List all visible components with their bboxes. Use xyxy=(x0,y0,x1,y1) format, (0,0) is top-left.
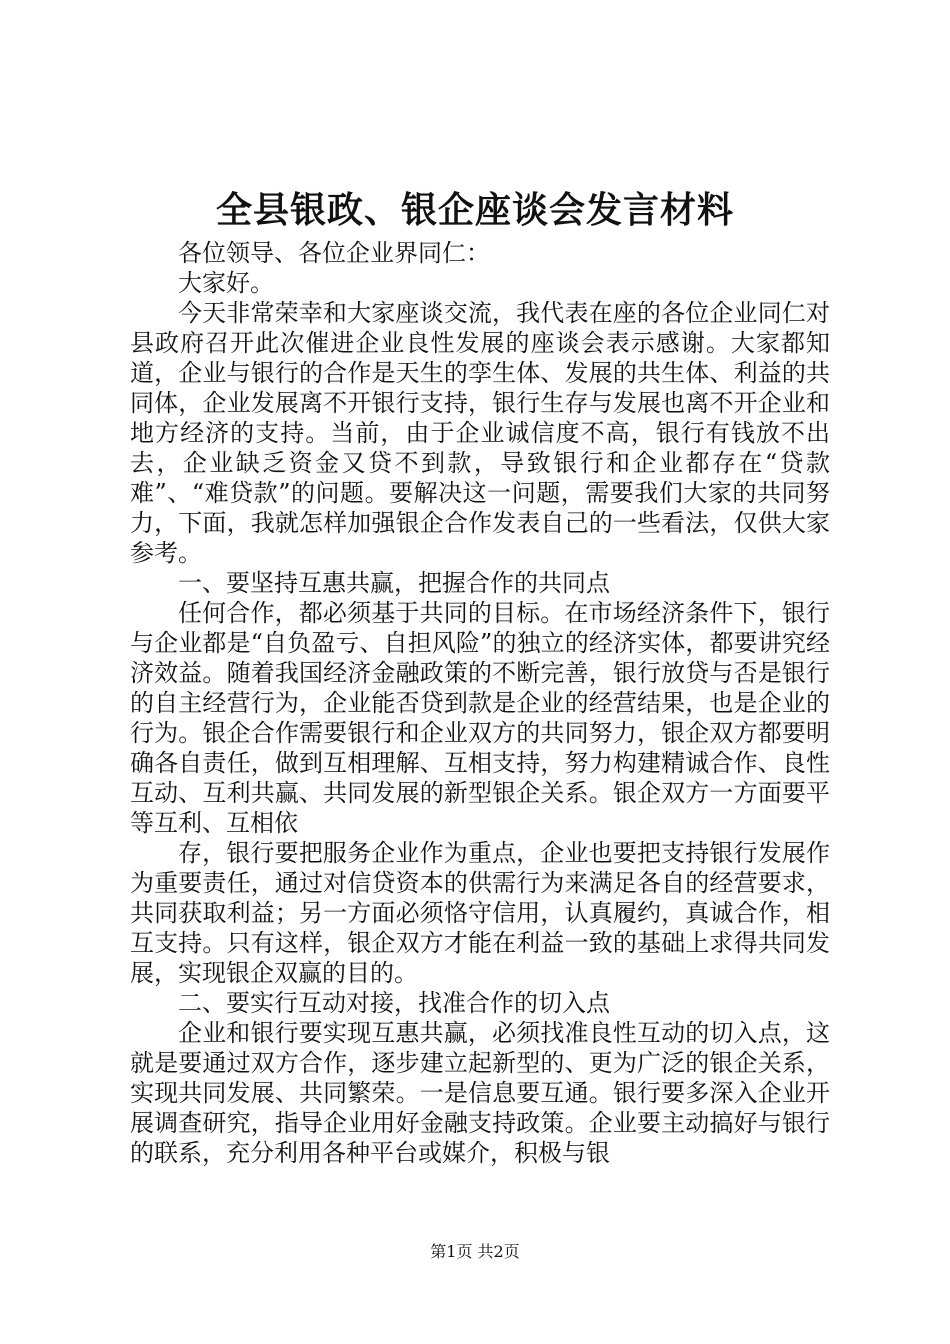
section-heading: 一、要坚持互惠共赢，把握合作的共同点 xyxy=(178,569,610,597)
body-paragraph: 企业和银行要实现互惠共赢，必须找准良性互动的切入点，这就是要通过双方合作，逐步建立起新型的、更为广泛的银企关系，实现共同发展、共同繁荣。一是信息要互通。银行要多深入企业开展调查研究，指导企业用好金融支持政策。企业要主动搞好与银行的联系，充分利用各种平台或媒介，积极与银 xyxy=(130,1019,830,1167)
salutation: 各位领导、各位企业界同仁： xyxy=(178,239,490,267)
greeting: 大家好。 xyxy=(178,269,274,297)
document-body xyxy=(130,238,830,1168)
page-footer: 第1页 共2页 xyxy=(430,1242,520,1261)
body-paragraph: 存，银行要把服务企业作为重点，企业也要把支持银行发展作为重要责任，通过对信贷资本的供需行为来满足各自的经营要求，共同获取利益；另一方面必须恪守信用，认真履约，真诚合作，相互支持。只有这样，银企双方才能在利益一致的基础上求得共同发展，实现银企双赢的目的。 xyxy=(130,839,830,987)
body-paragraph: 今天非常荣幸和大家座谈交流，我代表在座的各位企业同仁对县政府召开此次催进企业良性发展的座谈会表示感谢。大家都知道，企业与银行的合作是天生的孪生体、发展的共生体、利益的共同体，企业发展离不开银行支持，银行生存与发展也离不开企业和地方经济的支持。当前，由于企业诚信度不高，银行有钱放不出去，企业缺乏资金又贷不到款，导致银行和企业都存在“贷款难”、“难贷款”的问题。要解决这一问题，需要我们大家的共同努力，下面，我就怎样加强银企合作发表自己的一些看法，仅供大家参考。 xyxy=(130,299,830,567)
section-heading: 二、要实行互动对接，找准合作的切入点 xyxy=(178,989,610,1017)
body-paragraph: 任何合作，都必须基于共同的目标。在市场经济条件下，银行与企业都是“自负盈亏、自担风险”的独立的经济实体，都要讲究经济效益。随着我国经济金融政策的不断完善，银行放贷与否是银行的自主经营行为，企业能否贷到款是企业的经营结果，也是企业的行为。银企合作需要银行和企业双方的共同努力，银企双方都要明确各自责任，做到互相理解、互相支持，努力构建精诚合作、良性互动、互利共赢、共同发展的新型银企关系。银企双方一方面要平等互利、互相依 xyxy=(130,599,830,837)
document-title: 全县银政、银企座谈会发言材料 xyxy=(215,189,734,231)
